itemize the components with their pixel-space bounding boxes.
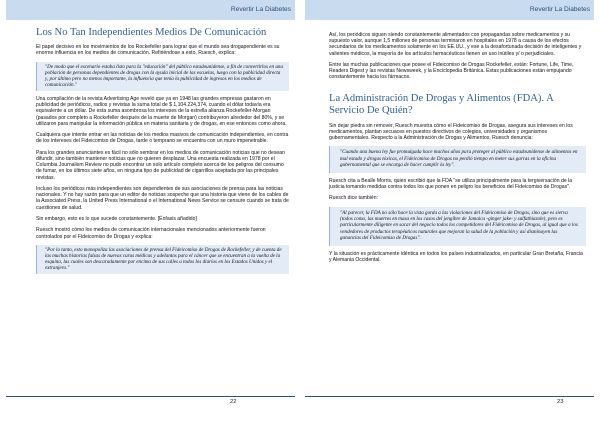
paragraph: Ruesch mostró cómo los medios de comunicación internacionales mencionados anteriormente fueron controlados por el Fideicomiso de Drogas y explica: — [36, 227, 266, 240]
left-footer-rule — [6, 396, 295, 406]
paragraph: Y la situación es prácticamente idéntica en todos los países industrializados, en particular Gran Bretaña, Francia y Alemania Occidental. — [329, 250, 583, 263]
right-footer-rule — [305, 396, 594, 406]
left-section-heading: Los No Tan Independientes Medios De Comunicación — [36, 27, 267, 38]
paragraph: Incluso los periódicos más independientes son dependientes de sus asociaciones de prensa para las noticias nacionales. Y no hay razón para que un editor de noticias sospeche que una historia que viene de los cables de la Associated Press, la United Press International o el International News Service se censure cuando se trata de cuestiones de salud. — [36, 185, 289, 211]
quote-block: "De modo que el escenario estaba listo para la "educación" del público estadounidense, a fin de convertirlos en una población de personas dependientes de drogas con la ayuda inicial de las escuelas, luego con la publicidad directa y, por último pero no menos importante, la influencia que tenía la publicidad de ingresos en los medios de comunicación." — [36, 62, 289, 91]
left-content — [36, 27, 289, 279]
right-header-bar — [305, 0, 594, 20]
left-page — [6, 0, 295, 424]
paragraph: Ruesch dice también: — [329, 195, 378, 202]
quote-block: "Al parecer, la FDA no sólo hace la vista gorda a las violaciones del Fideicomiso de Drogas, sino que es sierva (todos como, las muertes en masa en los casos del jengibre de Jamaica -ginger jake- y sulfathiazole), pero es particularmente diligente en sacar del negocio todos los competidores del Fideicomiso de Drogas, al igual que a los vendedores de productos terapéuticos naturales que mejoran la salud de la población y así disminuyen las ganancias del Fideicomiso de Drogas". — [329, 207, 586, 246]
paragraph: Una compilación de la revista Advertising Age reveló que ya en 1948 las grandes empresas gastaron en publicidad de periódicos, radios y revistas la suma total de $ 1,104.224,374, cuando el dólar todavía era equivalente a un dólar. De esta suma asombrosa los intereses de la estrella alianza Rockefeller-Morgan (pasados por completo a Rockefeller después de la muerte de Morgan) contribuyeron alrededor del 80%, y se utilizaron para manipular la información pública en materia sanitaria y de drogas, en ese entonces como ahora. — [36, 95, 287, 127]
right-section-heading: La Administración De Drogas y Alimentos (FDA). A Servicio De Quién? — [329, 92, 554, 116]
paragraph: Para los grandes anunciantes es fácil no sólo sembrar en los medios de comunicación noticias que no desean difundir, sino también mantener noticias que no quieren desplazar. Una encuesta realizada en 1978 por el Columbia Journalism Review no pudo encontrar un solo artículo completo acerca de los peligros del consumo de fumar, en los últimos siete años, en ninguna tipo de publicidad de cigarrillos aceptada por las principales revistas. — [36, 149, 285, 181]
quote-block: "Por lo tanto, esto monopoliza las asociaciones de prensa del Fideicomiso de Drogas de Rockefeller, y de cuenta de las muchas historias falsas de nuevas curas médicas y adelantos para el cáncer que se encuentran a la vuelta de la esquina, las cuales son descaradamente por encima de sus calles a todos los diarios en los Estados Unidos y el extranjero." — [36, 245, 289, 274]
page-number: 22 — [230, 399, 237, 405]
paragraph: Entre las muchas publicaciones que posee el Fideicomiso de Drogas Rockefeller, están: Fortune, Life, Time, Readers Digest y las revistas Newsweek, y la Enciclopedia Británica. Estas publicaciones están empujando constantemente hacia los fármacos. — [329, 62, 574, 81]
paragraph: Cualquiera que intente entrar en las noticias de los medios masivos de comunicación independientes, en contra de los intereses del Fideicomiso de Drogas, tarde o temprano se encuentra con un muro impenetrable. — [36, 132, 289, 145]
paragraph: El papel decisivo en los movimientos de los Rockefeller para lograr que el mundo sea drogapendiente es su enorme influencia en los medios de comunicación. Refiriéndose a esto, Ruesch, explica: — [36, 44, 280, 57]
paragraph: Sin dejar piedra sin remover, Ruesch muestra cómo el Fideicomiso de Drogas, asegura sus intereses en los medicamentos, plantan secuaces en puestos directivos de colegios, universidades y organismos gubernamentales. Respecto a la Administración de Drogas y Alimentos, Ruesch denuncia: — [329, 122, 573, 142]
quote-block: "Cuando una buena ley fue promulgada hace muchos años para proteger al público estadounidense de alimentos en mal estado y drogas tóxicas, el Fideicomiso de Drogas no perdió tiempo en meter sus garras en la oficina gubernamental que se encarga de hacer cumplir la ley". — [329, 146, 586, 172]
right-header-title: Revertir La Diabetes — [529, 6, 590, 13]
page-number: 23 — [557, 399, 564, 405]
paragraph: Ruesch cita a Bealle Morris, quien escribió que la FDA "se utiliza principalmente para la tergiversación de la justicia tomando medidas contra todos los que ponen en peligro los beneficios del Fideicomiso de Drogas". — [329, 177, 573, 190]
left-header-bar — [6, 0, 295, 20]
right-content — [329, 32, 586, 268]
right-page — [305, 0, 594, 424]
paragraph: Así, los periódicos siguen siendo constantemente alimentados con propagandas sobre medicamentos y su supuesto valor, aunque 1,5 millones de personas terminaron en hospitales en 1978 a causa de los efectos secundarios de los medicamentos solamente en los EE.UU., y ese a la desafortunada decisión de inteligentes y valientes médicos, la mayoría de los artículos farmacéuticos tienen un uso inútiles y/ o perjudiciales. — [329, 32, 582, 57]
left-header-title: Revertir La Diabetes — [230, 6, 291, 13]
paragraph: Sin embargo, esto es lo que sucede constantemente. [Énfasis añadido] — [36, 215, 197, 222]
